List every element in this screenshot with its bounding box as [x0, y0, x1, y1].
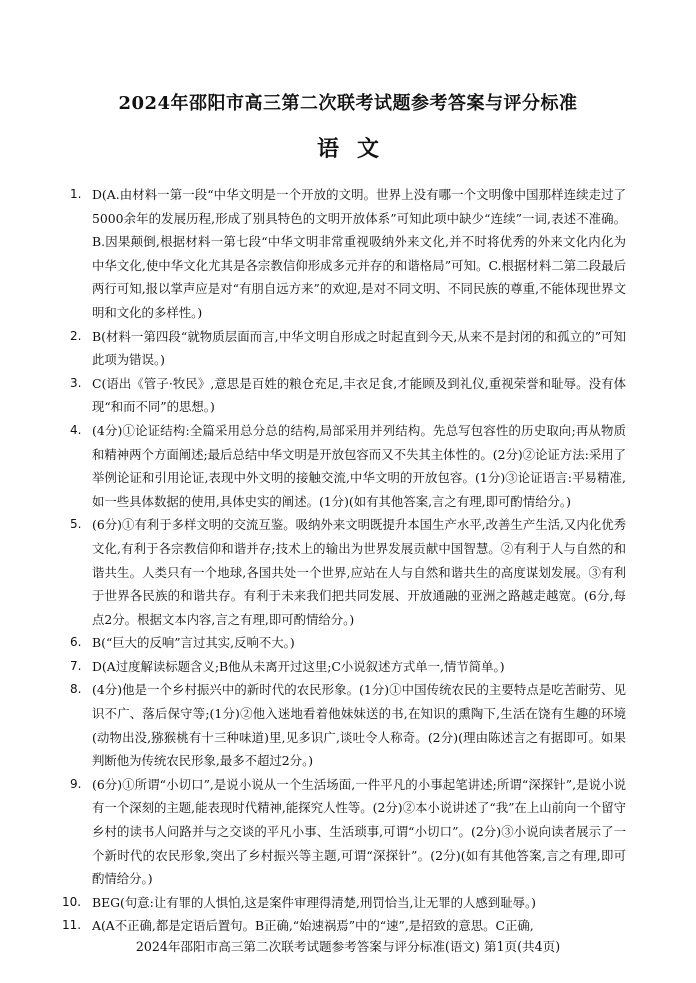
answer-number: 11. — [62, 918, 82, 933]
answer-item-9 — [70, 773, 626, 891]
answer-text: D(A过度解读标题含义;B他从未离开过这里;C小说叙述方式单一,情节简单。) — [92, 658, 505, 674]
answer-text: B(“巨大的反响”言过其实,反响不大。) — [92, 635, 295, 651]
answer-number: 7. — [70, 658, 82, 673]
answer-number: 6. — [70, 635, 82, 650]
answer-number: 5. — [70, 517, 82, 532]
answer-text: A(A不正确,都是定语后置句。B正确,“始速祸焉”中的“速”,是招致的意思。C正确, — [92, 918, 534, 934]
answer-text: (6分)①有利于多样文明的交流互鉴。吸纳外来文明既提升本国生产水平,改善生产生活,又内化优秀文化,有利于各宗教信仰和谐并存;技术上的输出为世界发展贡献中国智慧。②有利于人与自然的和谐共生。人类只有一个地球,各国共处一个世界,应站在人与自然和谐共生的高度谋划发展。③有利于世界各民族的和谐共存。有利于未来我们把共同发展、开放通融的亚洲之路越走越宽。(6分,每点2分。根据文本内容,言之有理,即可酌情给分。) — [92, 517, 626, 627]
answer-item-11 — [62, 914, 626, 938]
answer-number: 9. — [70, 776, 82, 791]
answer-number: 1. — [70, 187, 82, 201]
answer-number: 4. — [70, 422, 82, 437]
answer-text: BEG(句意:让有罪的人惧怕,这是案件审理得清楚,刑罚恰当,让无罪的人感到耻辱。) — [92, 894, 537, 910]
answer-item-6 — [70, 631, 626, 655]
answer-number: 10. — [62, 894, 82, 909]
subject-heading: 语文 — [316, 136, 397, 162]
answer-list — [62, 183, 626, 938]
answer-text: (6分)①所谓“小切口”,是说小说从一个生活场面,一件平凡的小事起笔讲述;所谓“深探针”,是说小说有一个深刻的主题,能表现时代精神,能探究人性等。(2分)②本小说讲述了“我”在上山前向一个留守乡村的读书人问路并与之交谈的平凡小事、生活琐事,可谓“小切口”。(2分)③小说向读者展示了一个新时代的农民形象,突出了乡村振兴等主题,可谓“深探针”。(2分)(如有其他答案,言之有理,即可酌情给分。) — [92, 776, 626, 887]
answer-item-8 — [70, 678, 626, 772]
answer-item-7 — [70, 655, 626, 679]
answer-item-3 — [70, 372, 626, 419]
answer-item-10 — [62, 891, 626, 915]
answer-text: (4分)他是一个乡村振兴中的新时代的农民形象。(1分)①中国传统农民的主要特点是吃苦耐劳、见识不广、落后保守等;(1分)②他入迷地看着他妹妹送的书,在知识的熏陶下,生活在饶有生趣的环境(动物出没,猕猴桃有十三种味道)里,见多识广,谈吐令人称奇。(2分)(理由陈述言之有据即可。如果判断他为传统农民形象,最多不超过2分。) — [92, 682, 626, 769]
document-title: 2024年邵阳市高三第二次联考试题参考答案与评分标准 — [118, 93, 578, 114]
answer-item-4 — [70, 419, 626, 513]
answer-text: D(A.由材料一第一段“中华文明是一个开放的文明。世界上没有哪一个文明像中国那样连续走过了5000余年的发展历程,形成了别具特色的文明开放体系”可知此项中缺少“连续”一词,表述不准确。B.因果颠倒,根据材料一第七段“中华文明非常重视吸纳外来文化,并不时将优秀的外来文化内化为中华文化,使中华文化尤其是各宗教信仰形成多元并存的和谐格局”可知。C.根据材料二第二段最后两行可知,报以掌声应是对“有朋自远方来”的欢迎,是对不同文明、不同民族的尊重,不能体现世界文明和文化的多样性。) — [92, 187, 626, 320]
answer-number: 3. — [70, 375, 82, 390]
answer-item-2 — [70, 325, 626, 372]
page-footer: 2024年邵阳市高三第二次联考试题参考答案与评分标准(语文) 第1页(共4页) — [135, 939, 561, 954]
answer-text: (4分)①论证结构:全篇采用总分总的结构,局部采用并列结构。先总写包容性的历史取向;再从物质和精神两个方面阐述;最后总结中华文明是开放包容而又不失其主体性的。(2分)②论证方法:采用了举例论证和引用论证,表现中外文明的接触交流,中华文明的开放包容。(1分)③论证语言:平易精准,如一些具体数据的使用,具体史实的阐述。(1分)(如有其他答案,言之有理,即可酌情给分。) — [92, 422, 626, 509]
answer-number: 2. — [70, 328, 82, 343]
answer-text: C(语出《管子·牧民》,意思是百姓的粮仓充足,丰衣足食,才能顾及到礼仪,重视荣誉和耻辱。没有体现“和而不同”的思想。) — [92, 375, 626, 415]
answer-item-5 — [70, 513, 626, 631]
answer-number: 8. — [70, 682, 82, 697]
answer-item-1 — [70, 183, 626, 325]
answer-text: B(材料一第四段“就物质层面而言,中华文明自形成之时起直到今天,从来不是封闭的和孤立的”可知此项为错误。) — [92, 328, 626, 368]
